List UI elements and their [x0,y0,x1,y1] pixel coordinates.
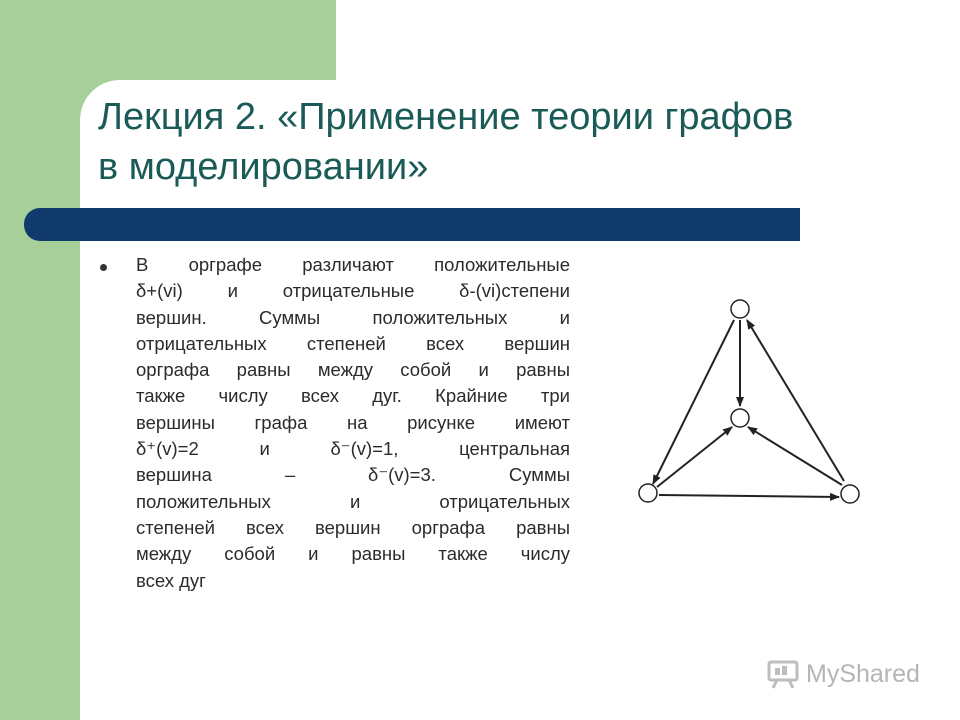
body-line-12: между собой и равны также числу [136,543,570,565]
vertex-left [639,484,657,502]
body-line-9: вершина – δ⁻(v)=3. Суммы [136,464,570,486]
title-line-2: в моделировании» [98,146,429,188]
title-divider-bar [24,208,800,241]
body-line-11: степеней всех вершин орграфа равны [136,516,570,538]
title-line-1: Лекция 2. «Применение теории графов [98,96,794,138]
body-line-1: В орграфе различают положительные [136,254,570,275]
edge-top-to-left [653,320,734,484]
edge-left-to-right [659,495,839,497]
body-line-3: вершин. Суммы положительных и [136,306,570,328]
body-line-2: δ+(vi) и отрицательные δ-(vi)степени [136,280,570,302]
green-left-band [0,0,80,720]
body-line-5: орграфа равны между собой и равны [136,359,570,381]
body-text [136,252,570,594]
body-line-7: вершины графа на рисунке имеют [136,411,570,433]
body-line-6: также числу всех дуг. Крайние три [136,385,570,407]
edge-left-to-center [657,427,732,487]
body-line-4: отрицательных степеней всех вершин [136,332,570,354]
body-line-8: δ⁺(v)=2 и δ⁻(v)=1, центральная [136,438,570,460]
vertex-top [731,300,749,318]
body-line-13: всех дуг [136,569,206,591]
body-line-10: положительных и отрицательных [136,490,570,512]
green-top-band [80,0,336,80]
presentation-board-icon [766,659,800,689]
vertex-right [841,485,859,503]
slide-title [98,92,918,192]
directed-graph-diagram [630,295,870,515]
vertex-center [731,409,749,427]
bullet-dot [100,264,107,271]
watermark-brand-text: MyShared [806,659,920,688]
myshared-watermark [766,657,920,691]
